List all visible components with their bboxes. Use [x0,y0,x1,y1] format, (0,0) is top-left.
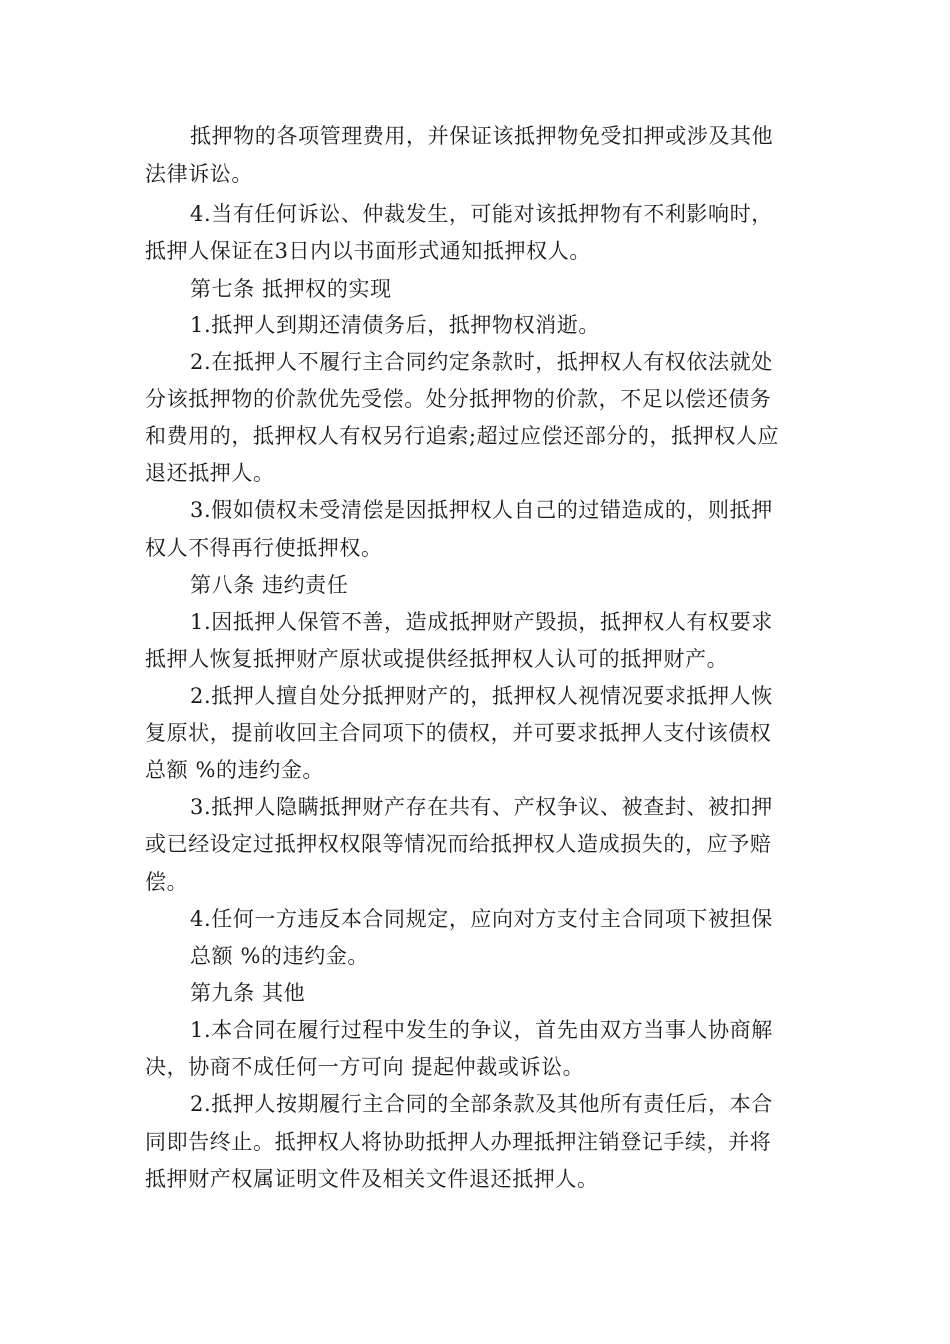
paragraph-line: 2.在抵押人不履行主合同约定条款时，抵押权人有权依法就处 [190,350,773,374]
section-heading: 第七条 抵押权的实现 [190,277,392,301]
paragraph-line: 总额 %的违约金。 [190,944,370,968]
paragraph-line: 法律诉讼。 [145,162,253,186]
paragraph-line: 偿。 [145,870,189,894]
paragraph-line: 4.当有任何诉讼、仲裁发生，可能对该抵押物有不利影响时， [190,202,773,226]
paragraph-line: 3.假如债权未受清偿是因抵押权人自己的过错造成的，则抵押 [190,498,773,522]
paragraph-line: 总额 %的违约金。 [145,758,325,782]
paragraph-line: 1.因抵押人保管不善，造成抵押财产毁损，抵押权人有权要求 [190,610,773,634]
paragraph-line: 2.抵押人擅自处分抵押财产的，抵押权人视情况要求抵押人恢 [190,684,773,708]
paragraph-line: 抵押财产权属证明文件及相关文件退还抵押人。 [145,1167,599,1191]
paragraph-line: 抵押人恢复抵押财产原状或提供经抵押权人认可的抵押财产。 [145,647,729,671]
paragraph-line: 1.抵押人到期还清债务后，抵押物权消逝。 [190,313,601,337]
paragraph-line: 决，协商不成任何一方可向 提起仲裁或诉讼。 [145,1055,585,1079]
paragraph-line: 退还抵押人。 [145,461,275,485]
paragraph-line: 权人不得再行使抵押权。 [145,536,383,560]
paragraph-line: 3.抵押人隐瞒抵押财产存在共有、产权争议、被查封、被扣押 [190,795,773,819]
paragraph-line: 同即告终止。抵押权人将协助抵押人办理抵押注销登记手续，并将 [145,1130,772,1154]
paragraph-line: 或已经设定过抵押权权限等情况而给抵押权人造成损失的，应予赔 [145,832,772,856]
paragraph-line: 1.本合同在履行过程中发生的争议，首先由双方当事人协商解 [190,1018,773,1042]
section-heading: 第八条 违约责任 [190,573,349,597]
paragraph-line: 2.抵押人按期履行主合同的全部条款及其他所有责任后，本合 [190,1092,773,1116]
paragraph-line: 分该抵押物的价款优先受偿。处分抵押物的价款，不足以偿还债务 [145,387,772,411]
paragraph-line: 抵押人保证在3日内以书面形式通知抵押权人。 [145,239,591,263]
paragraph-line: 复原状，提前收回主合同项下的债权，并可要求抵押人支付该债权 [145,721,772,745]
paragraph-line: 和费用的，抵押权人有权另行追索;超过应偿还部分的，抵押权人应 [145,424,780,448]
section-heading: 第九条 其他 [190,981,306,1005]
paragraph-line: 4.任何一方违反本合同规定，应向对方支付主合同项下被担保 [190,907,773,931]
paragraph-line: 抵押物的各项管理费用，并保证该抵押物免受扣押或涉及其他 [190,124,774,148]
